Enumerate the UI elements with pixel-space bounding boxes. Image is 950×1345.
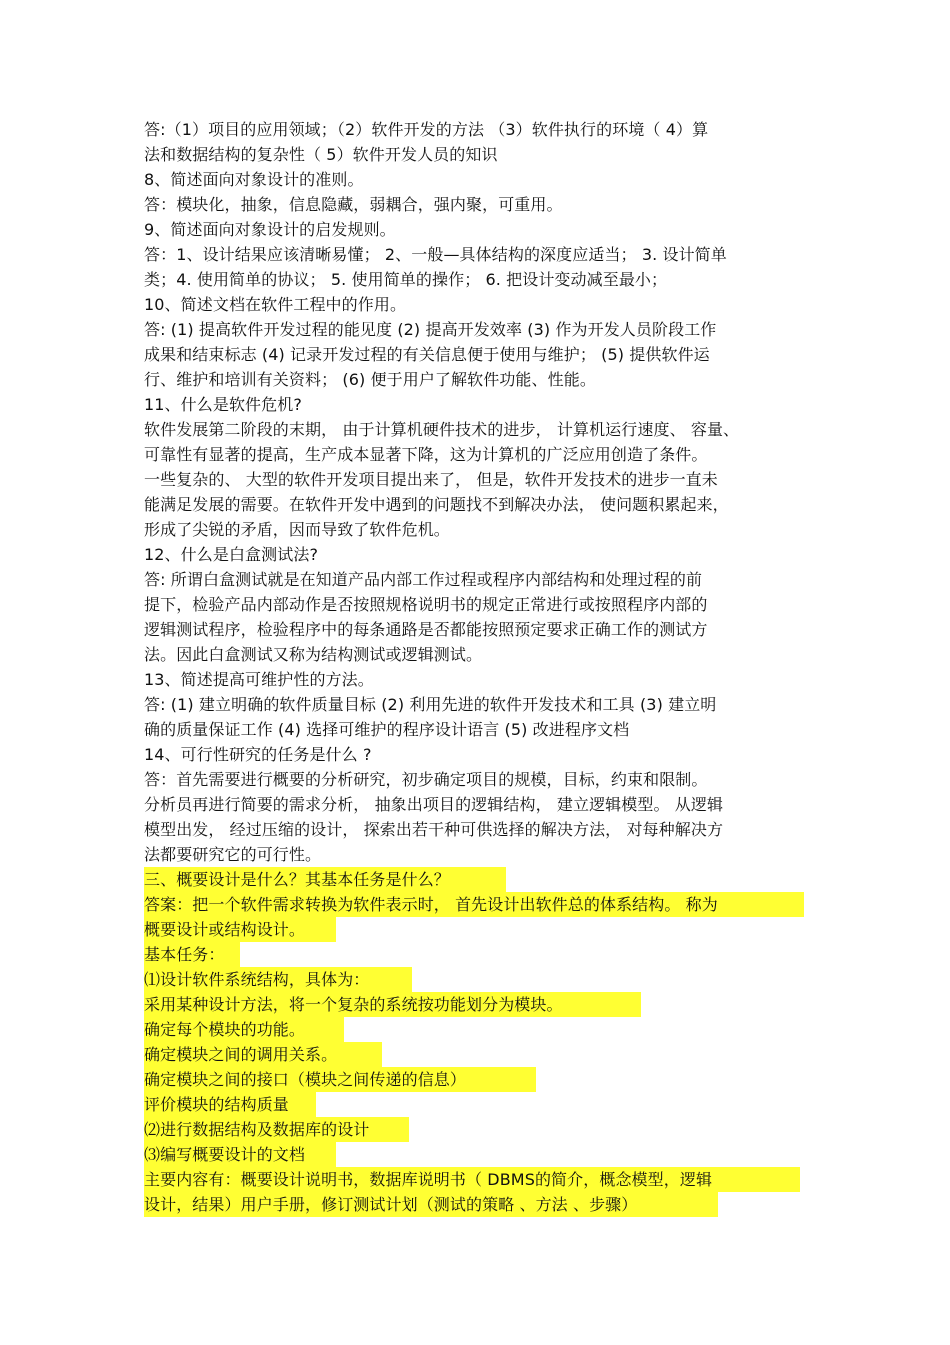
text-line (144, 567, 814, 592)
highlighted-line (144, 992, 641, 1017)
line-text: 类；4. 使用简单的协议； 5. 使用简单的操作； 6. 把设计变动减至最小； (144, 270, 668, 289)
highlighted-line (144, 917, 336, 942)
text-line (144, 142, 814, 167)
line-text: 8、简述面向对象设计的准则。 (144, 170, 364, 189)
highlighted-line (144, 967, 412, 992)
line-text: 主要内容有：概要设计说明书，数据库说明书（ DBMS的简介，概念模型，逻辑 (144, 1170, 713, 1189)
text-line (144, 517, 814, 542)
line-text: 11、什么是软件危机? (144, 395, 302, 414)
line-text: 14、可行性研究的任务是什么 ? (144, 745, 372, 764)
text-line (144, 492, 814, 517)
text-line (144, 417, 814, 442)
highlighted-line (144, 867, 506, 892)
line-text: 答: (1) 提高软件开发过程的能见度 (2) 提高开发效率 (3) 作为开发人员阶段工作 (144, 320, 717, 339)
line-text: 答：1、设计结果应该清晰易懂； 2、一般—具体结构的深度应适当； 3. 设计简单 (144, 245, 727, 264)
text-line (144, 667, 814, 692)
line-text: 逻辑测试程序，检验程序中的每条通路是否都能按照预定要求正确工作的测试方 (144, 620, 708, 639)
line-text: 法都要研究它的可行性。 (144, 845, 322, 864)
line-text: 提下，检验产品内部动作是否按照规格说明书的规定正常进行或按照程序内部的 (144, 595, 708, 614)
line-text: 能满足发展的需要。在软件开发中遇到的问题找不到解决办法， 使问题积累起来， (144, 495, 729, 514)
line-text: 答: (1) 建立明确的软件质量目标 (2) 利用先进的软件开发技术和工具 (3) 建立明 (144, 695, 717, 714)
text-line (144, 167, 814, 192)
line-text: 软件发展第二阶段的末期， 由于计算机硬件技术的进步， 计算机运行速度、 容量、 (144, 420, 740, 439)
line-text: 设计，结果）用户手册，修订测试计划（测试的策略 、方法 、步骤） (144, 1195, 638, 1214)
line-text: 采用某种设计方法，将一个复杂的系统按功能划分为模块。 (144, 995, 563, 1014)
highlighted-line (144, 1167, 800, 1192)
line-text: 三、概要设计是什么？其基本任务是什么？ (144, 870, 450, 889)
line-text: 答：首先需要进行概要的分析研究，初步确定项目的规模，目标，约束和限制。 (144, 770, 708, 789)
line-text: 基本任务： (144, 945, 225, 964)
line-text: ⑵进行数据结构及数据库的设计 (144, 1120, 370, 1139)
text-line (144, 617, 814, 642)
text-line (144, 717, 814, 742)
line-text: 答: 所谓白盒测试就是在知道产品内部工作过程或程序内部结构和处理过程的前 (144, 570, 703, 589)
line-text: 法。因此白盒测试又称为结构测试或逻辑测试。 (144, 645, 483, 664)
line-text: 答：模块化，抽象，信息隐藏，弱耦合，强内聚，可重用。 (144, 195, 563, 214)
text-line (144, 817, 814, 842)
line-text: ⑶编写概要设计的文档 (144, 1145, 306, 1164)
line-text: 答:（1）项目的应用领域；（2）软件开发的方法 （3）软件执行的环境（ 4）算 (144, 120, 709, 139)
text-line (144, 692, 814, 717)
text-line (144, 192, 814, 217)
line-text: 可靠性有显著的提高，生产成本显著下降，这为计算机的广泛应用创造了条件。 (144, 445, 708, 464)
line-text: ⑴设计软件系统结构，具体为： (144, 970, 370, 989)
highlighted-line (144, 1192, 718, 1217)
line-text: 一些复杂的、 大型的软件开发项目提出来了， 但是，软件开发技术的进步一直未 (144, 470, 718, 489)
text-line (144, 442, 814, 467)
highlighted-line (144, 1142, 336, 1167)
text-line (144, 117, 814, 142)
line-text: 形成了尖锐的矛盾，因而导致了软件危机。 (144, 520, 450, 539)
line-text: 法和数据结构的复杂性（ 5）软件开发人员的知识 (144, 145, 498, 164)
text-line (144, 542, 814, 567)
text-line (144, 842, 814, 867)
line-text: 9、简述面向对象设计的启发规则。 (144, 220, 396, 239)
text-line (144, 217, 814, 242)
text-line (144, 367, 814, 392)
text-line (144, 267, 814, 292)
text-line (144, 292, 814, 317)
line-text: 分析员再进行简要的需求分析， 抽象出项目的逻辑结构， 建立逻辑模型。 从逻辑 (144, 795, 724, 814)
text-line (144, 392, 814, 417)
line-text: 模型出发， 经过压缩的设计， 探索出若干种可供选择的解决方法， 对每种解决方 (144, 820, 724, 839)
line-text: 评价模块的结构质量 (144, 1095, 289, 1114)
text-line (144, 317, 814, 342)
highlighted-line (144, 1092, 316, 1117)
text-line (144, 242, 814, 267)
highlighted-line (144, 942, 240, 967)
line-text: 概要设计或结构设计。 (144, 920, 306, 939)
highlighted-line (144, 1117, 409, 1142)
text-line (144, 767, 814, 792)
text-line (144, 467, 814, 492)
line-text: 确定每个模块的功能。 (144, 1020, 306, 1039)
line-text: 行、维护和培训有关资料； (6) 便于用户了解软件功能、性能。 (144, 370, 596, 389)
line-text: 成果和结束标志 (4) 记录开发过程的有关信息便于使用与维护； (5) 提供软件运 (144, 345, 710, 364)
text-line (144, 592, 814, 617)
line-text: 12、什么是白盒测试法? (144, 545, 319, 564)
highlighted-line (144, 1067, 536, 1092)
document-body (144, 117, 814, 1217)
line-text: 13、简述提高可维护性的方法。 (144, 670, 374, 689)
text-line (144, 792, 814, 817)
highlighted-line (144, 1042, 382, 1067)
line-text: 确定模块之间的调用关系。 (144, 1045, 338, 1064)
text-line (144, 742, 814, 767)
highlighted-line (144, 892, 804, 917)
line-text: 确的质量保证工作 (4) 选择可维护的程序设计语言 (5) 改进程序文档 (144, 720, 630, 739)
line-text: 10、简述文档在软件工程中的作用。 (144, 295, 407, 314)
highlighted-line (144, 1017, 344, 1042)
line-text: 确定模块之间的接口（模块之间传递的信息） (144, 1070, 467, 1089)
line-text: 答案：把一个软件需求转换为软件表示时， 首先设计出软件总的体系结构。 称为 (144, 895, 718, 914)
text-line (144, 642, 814, 667)
text-line (144, 342, 814, 367)
